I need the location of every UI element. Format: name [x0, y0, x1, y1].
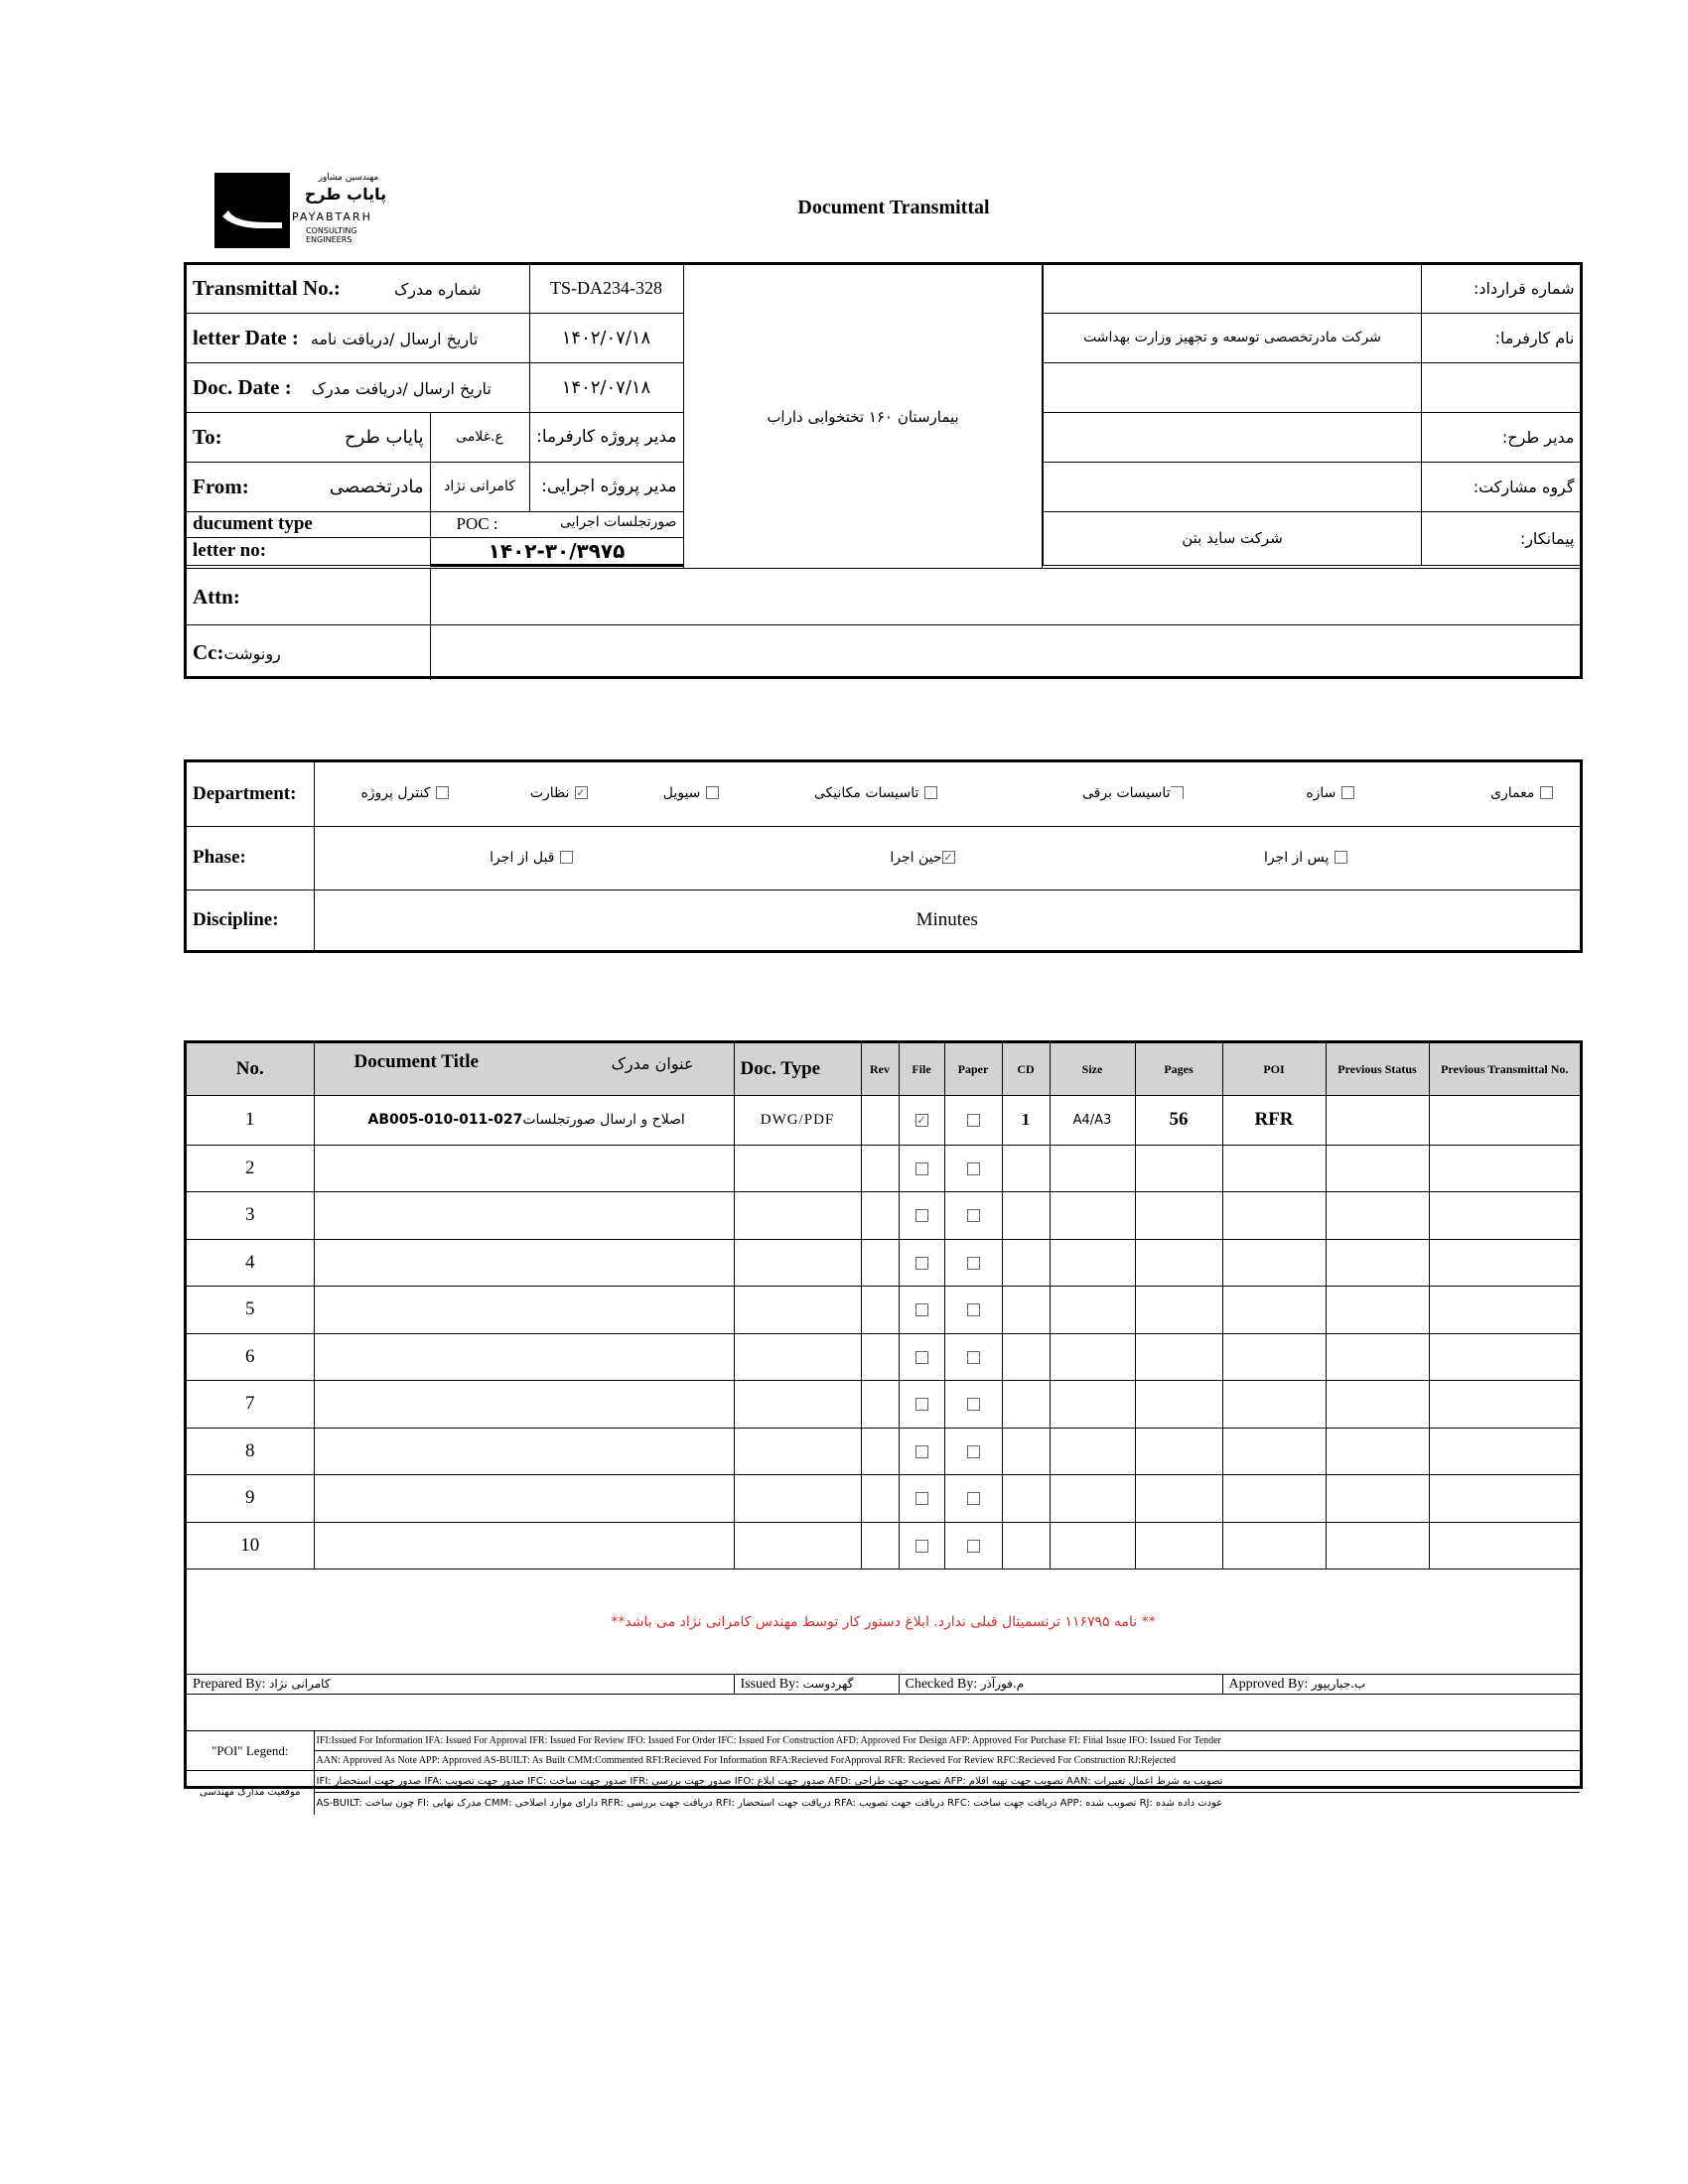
paper-checkbox[interactable] [967, 1162, 980, 1175]
file-checkbox[interactable] [915, 1492, 928, 1505]
doctype-fa: صورتجلسات اجرایی [559, 514, 677, 530]
row-size: A4/A3 [1050, 1095, 1135, 1145]
row-title [314, 1239, 734, 1287]
row-poi: RFR [1222, 1095, 1326, 1145]
logo-fa-small: مهندسین مشاور [318, 173, 379, 183]
checked-by-label: Checked By: [905, 1676, 978, 1692]
contract-no-value [1044, 265, 1422, 313]
row-file-cell [899, 1428, 944, 1475]
col-paper: Paper [944, 1043, 1002, 1095]
row-prev-status [1326, 1095, 1429, 1145]
doctype-code: POC : [456, 514, 498, 533]
fa-legend-line2: AS-BUILT: چون ساخت FI: مدرک نهایی CMM: دارای موارد اصلاحی RFR: دریافت جهت بررسی RFI: دریافت جهت استحضار RFA: دریافت جهت تصویب RFC: دریافت جهت ساخت APP: تصویب شده RJ: عودت داده شده [314, 1793, 1580, 1815]
row-no: 5 [187, 1287, 314, 1334]
row-prev-status [1326, 1192, 1429, 1240]
col-cd: CD [1002, 1043, 1050, 1095]
row-paper-cell [944, 1428, 1002, 1475]
row-cd [1002, 1192, 1050, 1240]
col-size: Size [1050, 1043, 1135, 1095]
contractor-label: پیمانکار: [1422, 511, 1581, 565]
partner-value [1044, 462, 1422, 511]
col-doc-type: Doc. Type [734, 1043, 861, 1095]
row-size [1050, 1287, 1135, 1334]
row-prev-no [1429, 1428, 1580, 1475]
to-value: پایاب طرح [344, 426, 424, 448]
row-title [314, 1145, 734, 1192]
row-doc-type [734, 1239, 861, 1287]
row-no: 4 [187, 1239, 314, 1287]
file-checkbox[interactable] [915, 1257, 928, 1270]
doctype-label-cell [187, 511, 430, 537]
contract-no-label: شماره قرارداد: [1422, 265, 1581, 313]
row-poi [1222, 1475, 1326, 1523]
row-pages [1135, 1287, 1222, 1334]
phase-after[interactable] [1264, 847, 1347, 866]
row-no: 3 [187, 1192, 314, 1240]
row-no: 7 [187, 1381, 314, 1429]
transmittal-no-value: TS-DA234-328 [529, 265, 683, 313]
row-prev-no [1429, 1287, 1580, 1334]
row-rev [861, 1333, 899, 1381]
file-checkbox[interactable] [915, 1540, 928, 1553]
attn-label: Attn: [193, 584, 240, 609]
project-name: بیمارستان ۱۶۰ تختخوابی داراب [683, 265, 1043, 568]
phase-during-checkbox[interactable]: ✓ [943, 850, 953, 864]
row-size [1050, 1333, 1135, 1381]
dept-project-control-checkbox[interactable] [436, 786, 449, 799]
dept-mechanical-label: تاسیسات مکانیکی [813, 785, 919, 801]
row-title [314, 1475, 734, 1523]
row-doc-type: DWG/PDF [734, 1095, 861, 1145]
row-pages [1135, 1381, 1222, 1429]
paper-checkbox[interactable] [967, 1114, 980, 1127]
row-size [1050, 1475, 1135, 1523]
row-cd: 1 [1002, 1095, 1050, 1145]
transmittal-no-fa: شماره مدرک [393, 280, 482, 300]
col-file: File [899, 1043, 944, 1095]
dept-supervision-label: نظارت [529, 785, 570, 801]
paper-checkbox[interactable] [967, 1351, 980, 1364]
transmittal-no-label: Transmittal No.: [193, 276, 341, 301]
row-doc-type [734, 1287, 861, 1334]
logo-en-sub: CONSULTING ENGINEERS [306, 226, 357, 244]
row-paper-cell [944, 1239, 1002, 1287]
document-list-box [184, 1040, 1583, 1810]
row-title [314, 1333, 734, 1381]
letter-date-fa: تاریخ ارسال /دریافت نامه [310, 329, 479, 348]
partner-label: گروه مشارکت: [1422, 462, 1581, 511]
row-size [1050, 1522, 1135, 1570]
row-size [1050, 1192, 1135, 1240]
paper-checkbox[interactable] [967, 1540, 980, 1553]
row-no: 9 [187, 1475, 314, 1523]
discipline-value: Minutes [314, 889, 1580, 950]
col-title-fa: عنوان مدرک [611, 1054, 694, 1073]
doc-date-label: Doc. Date : [193, 374, 292, 399]
letter-date-label: letter Date : [193, 325, 299, 349]
row-file-cell [899, 1145, 944, 1192]
row-poi [1222, 1287, 1326, 1334]
row-prev-no [1429, 1239, 1580, 1287]
empty-right-cell [1044, 362, 1422, 412]
row-file-cell [899, 1287, 944, 1334]
row-pages: 56 [1135, 1095, 1222, 1145]
paper-checkbox[interactable] [967, 1257, 980, 1270]
row-prev-no [1429, 1333, 1580, 1381]
row-poi [1222, 1522, 1326, 1570]
client-value: شرکت مادرتخصصی توسعه و تجهیز وزارت بهداشت [1044, 313, 1422, 362]
row-paper-cell [944, 1522, 1002, 1570]
dept-electrical[interactable] [1082, 782, 1183, 801]
row-title [314, 1522, 734, 1570]
row-rev [861, 1095, 899, 1145]
row-title-code: AB005-010-011-027 [367, 1112, 523, 1128]
col-rev: Rev [861, 1043, 899, 1095]
row-no: 2 [187, 1145, 314, 1192]
phase-during-label: حین اجرا [890, 849, 942, 866]
row-cd [1002, 1428, 1050, 1475]
row-prev-status [1326, 1287, 1429, 1334]
row-prev-status [1326, 1239, 1429, 1287]
dept-architecture-label: معماری [1490, 785, 1535, 801]
approved-by-cell [1222, 1675, 1580, 1695]
from-manager-value: کامرانی نژاد [430, 462, 529, 511]
row-doc-type [734, 1333, 861, 1381]
doc-date-cell [187, 362, 529, 412]
dept-electrical-checkbox[interactable] [1171, 786, 1184, 799]
row-rev [861, 1287, 899, 1334]
row-file-cell [899, 1522, 944, 1570]
row-paper-cell [944, 1145, 1002, 1192]
cc-fa: رونوشت [223, 643, 281, 663]
empty-right-label [1422, 362, 1581, 412]
cc-label: Cc: [193, 639, 224, 664]
file-checkbox[interactable] [915, 1445, 928, 1458]
row-paper-cell [944, 1333, 1002, 1381]
payabtarh-logo-icon [214, 173, 290, 248]
phase-before[interactable] [490, 847, 572, 866]
approved-by-label: Approved By: [1228, 1676, 1309, 1692]
row-file-cell [899, 1239, 944, 1287]
poi-legend-line2: AAN: Approved As Note APP: Approved AS-BUILT: As Built CMM:Commented RFI:Recieved For Information RFA:Recieved ForApproval RFR: Recieved For Review RFC:Recieved For Construction RJ:Rejected [314, 1751, 1580, 1771]
dept-structure-label: سازه [1306, 785, 1336, 801]
doctype-label: ducument type [193, 513, 313, 534]
file-checkbox[interactable] [915, 1398, 928, 1411]
to-label: To: [193, 424, 222, 449]
row-cd [1002, 1333, 1050, 1381]
row-doc-type [734, 1192, 861, 1240]
row-pages [1135, 1522, 1222, 1570]
prepared-by-cell [187, 1675, 734, 1695]
letter-no-label-cell [187, 537, 430, 565]
designer-value [1044, 412, 1422, 462]
row-title [314, 1192, 734, 1240]
file-checkbox[interactable] [915, 1162, 928, 1175]
dept-supervision-checkbox[interactable]: ✓ [576, 786, 586, 799]
letter-date-cell [187, 313, 529, 362]
to-manager-value: ع.غلامی [430, 412, 529, 462]
row-rev [861, 1239, 899, 1287]
document-table [187, 1043, 1580, 1695]
table-row [187, 1333, 1580, 1381]
row-no: 6 [187, 1333, 314, 1381]
row-pages [1135, 1239, 1222, 1287]
fa-legend-label: موقعیت مدارک مهندسی [187, 1771, 314, 1815]
row-doc-type [734, 1522, 861, 1570]
approved-by-value: ب.جباریپور [1311, 1676, 1366, 1691]
from-cell [187, 462, 430, 511]
row-poi [1222, 1145, 1326, 1192]
table-row [187, 1522, 1580, 1570]
row-cd [1002, 1522, 1050, 1570]
row-no: 1 [187, 1095, 314, 1145]
from-manager-label: مدیر پروژه اجرایی: [529, 462, 683, 511]
issued-by-cell [734, 1675, 899, 1695]
row-paper-cell [944, 1095, 1002, 1145]
row-rev [861, 1475, 899, 1523]
fa-legend-line1: IFI: صدور جهت استحضار IFA: صدور جهت تصویب IFC: صدور جهت ساخت IFR: صدور جهت بررسی IFO: صدور جهت ابلاغ AFD: تصویب جهت طراحی AFP: تصویب جهت تهیه اقلام AAN: تصویب به شرط اعمال تغییرات [314, 1771, 1580, 1793]
row-prev-no [1429, 1381, 1580, 1429]
poi-legend-line1: IFI:Issued For Information IFA: Issued For Approval IFR: Issued For Review IFO: Issued For Order IFC: Issued For Construction AFD: Approved For Design AFP: Approved For Purchase FI: Final Issue IFO: Issued For Tender [314, 1731, 1580, 1751]
row-cd [1002, 1239, 1050, 1287]
col-no: No. [187, 1043, 314, 1095]
row-file-cell [899, 1475, 944, 1523]
row-cd [1002, 1287, 1050, 1334]
to-cell [187, 412, 430, 462]
dept-project-control[interactable] [360, 782, 448, 801]
row-prev-status [1326, 1522, 1429, 1570]
row-file-cell [899, 1333, 944, 1381]
row-rev [861, 1522, 899, 1570]
row-prev-no [1429, 1475, 1580, 1523]
row-prev-status [1326, 1145, 1429, 1192]
phase-label: Phase: [193, 847, 246, 868]
dept-architecture-checkbox[interactable] [1540, 786, 1553, 799]
phase-before-checkbox[interactable] [560, 851, 573, 864]
checked-by-value: م.فورآذر [980, 1676, 1025, 1691]
row-title [314, 1287, 734, 1334]
attn-label-cell [187, 569, 430, 625]
doc-date-value: ۱۴۰۲/۰۷/۱۸ [529, 362, 683, 412]
dept-architecture[interactable] [1490, 782, 1552, 801]
page-title: Document Transmittal [797, 197, 990, 218]
row-doc-type [734, 1475, 861, 1523]
phase-after-label: پس از اجرا [1263, 849, 1330, 866]
dept-mechanical-checkbox[interactable] [924, 786, 937, 799]
paper-checkbox[interactable] [967, 1398, 980, 1411]
table-note: ** نامه ۱۱۶۷۹۵ ترنسمیتال قبلی ندارد. ابلاغ دستور کار توسط مهندس کامرانی نژاد می باشد** [187, 1570, 1580, 1675]
col-prev-no: Previous Transmittal No. [1429, 1043, 1580, 1095]
row-file-cell [899, 1192, 944, 1240]
logo-en-name: PAYABTARH [292, 210, 372, 223]
row-prev-status [1326, 1475, 1429, 1523]
row-paper-cell [944, 1475, 1002, 1523]
phase-before-label: قبل از اجرا [490, 849, 555, 866]
row-pages [1135, 1475, 1222, 1523]
row-prev-no [1429, 1095, 1580, 1145]
table-row [187, 1095, 1580, 1145]
table-row [187, 1475, 1580, 1523]
transmittal-no-cell [187, 265, 529, 313]
from-label: From: [193, 474, 249, 498]
phase-options [314, 826, 1580, 889]
table-row [187, 1381, 1580, 1429]
dept-civil[interactable] [663, 782, 719, 801]
dept-structure[interactable] [1306, 782, 1353, 801]
file-checkbox[interactable]: ✓ [916, 1114, 926, 1128]
dept-structure-checkbox[interactable] [1341, 786, 1354, 799]
row-paper-cell [944, 1287, 1002, 1334]
designer-label: مدیر طرح: [1422, 412, 1581, 462]
letter-no-label: letter no: [193, 540, 267, 561]
row-prev-no [1429, 1522, 1580, 1570]
header-box [184, 262, 1583, 679]
table-row [187, 1428, 1580, 1475]
paper-checkbox[interactable] [967, 1445, 980, 1458]
row-prev-status [1326, 1333, 1429, 1381]
dept-civil-label: سیویل [662, 785, 701, 801]
contractor-value: شرکت ساید بتن [1044, 511, 1422, 565]
table-row [187, 1239, 1580, 1287]
department-box [184, 759, 1583, 953]
letter-no-value: ۱۴۰۲-۳۰/۳۹۷۵ [430, 537, 683, 565]
col-pages: Pages [1135, 1043, 1222, 1095]
cc-value [430, 625, 1580, 680]
row-title-fa: اصلاح و ارسال صورتجلسات [522, 1112, 685, 1128]
col-title [314, 1043, 734, 1095]
row-pages [1135, 1428, 1222, 1475]
department-label: Department: [193, 782, 297, 804]
dept-supervision[interactable] [530, 782, 588, 801]
row-file-cell [899, 1381, 944, 1429]
row-paper-cell [944, 1192, 1002, 1240]
row-rev [861, 1381, 899, 1429]
row-poi [1222, 1333, 1326, 1381]
row-size [1050, 1145, 1135, 1192]
table-row [187, 1145, 1580, 1192]
issued-by-value: گهردوست [802, 1676, 854, 1691]
file-checkbox[interactable] [915, 1303, 928, 1316]
col-prev-status: Previous Status [1326, 1043, 1429, 1095]
row-no: 8 [187, 1428, 314, 1475]
row-poi [1222, 1381, 1326, 1429]
logo-fa-name: پایاب طرح [304, 185, 387, 204]
row-pages [1135, 1145, 1222, 1192]
row-title [314, 1095, 734, 1145]
company-logo [214, 171, 403, 250]
dept-civil-checkbox[interactable] [706, 786, 719, 799]
table-row [187, 1192, 1580, 1240]
row-prev-status [1326, 1381, 1429, 1429]
row-no: 10 [187, 1522, 314, 1570]
row-doc-type [734, 1428, 861, 1475]
letter-date-value: ۱۴۰۲/۰۷/۱۸ [529, 313, 683, 362]
poi-legend-label: "POI" Legend: [187, 1731, 314, 1771]
row-doc-type [734, 1145, 861, 1192]
row-prev-no [1429, 1192, 1580, 1240]
phase-during[interactable] [890, 847, 954, 866]
row-poi [1222, 1428, 1326, 1475]
row-size [1050, 1381, 1135, 1429]
doctype-value-cell [430, 511, 683, 537]
row-cd [1002, 1381, 1050, 1429]
row-poi [1222, 1239, 1326, 1287]
paper-checkbox[interactable] [967, 1209, 980, 1222]
from-value: مادرتخصصی [329, 476, 424, 497]
row-prev-status [1326, 1428, 1429, 1475]
col-title-en: Document Title [353, 1051, 479, 1072]
client-label: نام کارفرما: [1422, 313, 1581, 362]
prepared-by-label: Prepared By: [193, 1676, 266, 1692]
row-prev-no [1429, 1145, 1580, 1192]
row-size [1050, 1239, 1135, 1287]
row-pages [1135, 1192, 1222, 1240]
to-manager-label: مدیر پروژه کارفرما: [529, 412, 683, 462]
row-paper-cell [944, 1381, 1002, 1429]
prepared-by-value: کامرانی نژاد [268, 1676, 331, 1691]
row-rev [861, 1192, 899, 1240]
row-file-cell [899, 1095, 944, 1145]
row-rev [861, 1428, 899, 1475]
row-rev [861, 1145, 899, 1192]
table-row [187, 1287, 1580, 1334]
department-options [314, 762, 1580, 826]
row-title [314, 1428, 734, 1475]
dept-electrical-label: تاسیسات برقی [1082, 785, 1171, 801]
discipline-label: Discipline: [193, 908, 279, 930]
paper-checkbox[interactable] [967, 1492, 980, 1505]
dept-project-control-label: کنترل پروژه [360, 785, 431, 801]
doc-date-fa: تاریخ ارسال /دریافت مدرک [311, 378, 492, 398]
row-size [1050, 1428, 1135, 1475]
file-checkbox[interactable] [915, 1351, 928, 1364]
col-poi: POI [1222, 1043, 1326, 1095]
row-cd [1002, 1145, 1050, 1192]
row-doc-type [734, 1381, 861, 1429]
issued-by-label: Issued By: [740, 1676, 799, 1692]
attn-value [430, 569, 1580, 625]
paper-checkbox[interactable] [967, 1303, 980, 1316]
file-checkbox[interactable] [915, 1209, 928, 1222]
dept-mechanical[interactable] [814, 782, 937, 801]
row-cd [1002, 1475, 1050, 1523]
cc-label-cell [187, 625, 430, 680]
phase-after-checkbox[interactable] [1335, 851, 1347, 864]
checked-by-cell [899, 1675, 1222, 1695]
row-poi [1222, 1192, 1326, 1240]
row-pages [1135, 1333, 1222, 1381]
row-title [314, 1381, 734, 1429]
